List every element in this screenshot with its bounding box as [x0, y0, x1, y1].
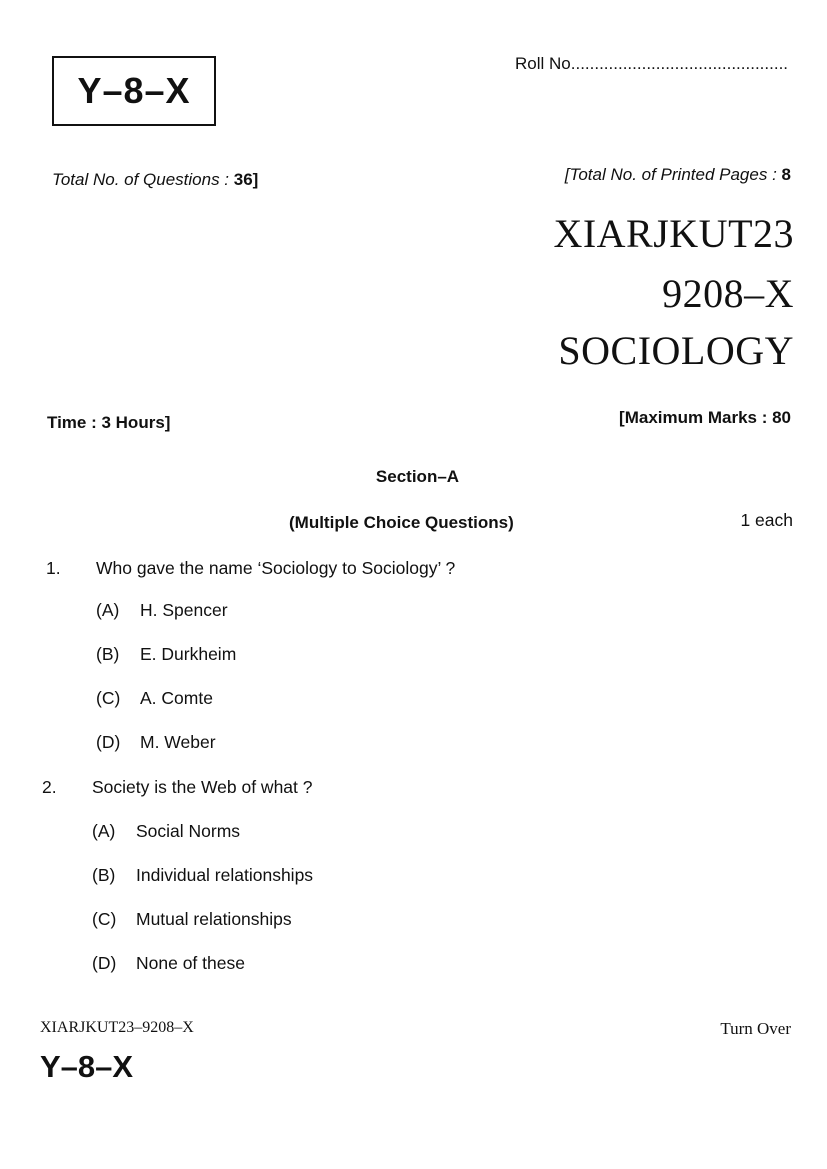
question-2-option-a: [92, 821, 240, 842]
footer-exam-code: XIARJKUT23–9208–X: [40, 1019, 194, 1036]
option-text: M. Weber: [140, 732, 216, 752]
roll-dots: ..............................................: [570, 54, 789, 73]
paper-code-text: Y–8–X: [77, 70, 191, 111]
question-2-option-b: [92, 865, 313, 886]
question-2: [42, 777, 313, 798]
question-1-option-d: [96, 732, 216, 753]
option-label: (C): [92, 909, 117, 929]
option-text: Social Norms: [136, 821, 241, 841]
option-text: None of these: [136, 953, 245, 973]
paper-number: 9208–X: [662, 271, 794, 316]
exam-code: XIARJKUT23: [553, 211, 794, 256]
paper-code-box: [52, 56, 216, 126]
option-text: Individual relationships: [136, 865, 314, 885]
question-1-option-a: [96, 600, 228, 621]
option-label: (C): [96, 688, 121, 708]
option-label: (A): [96, 600, 120, 620]
section-title: Section–A: [375, 467, 460, 486]
question-2-option-d: [92, 953, 245, 974]
total-questions-value: 36]: [233, 170, 259, 189]
total-questions: [52, 170, 258, 190]
time-label: Time : 3 Hours]: [47, 413, 171, 432]
question-1-option-c: [96, 688, 213, 709]
roll-number-field: [515, 54, 788, 74]
question-1: [46, 558, 455, 579]
option-label: (B): [92, 865, 116, 885]
printed-pages-label: [Total No. of Printed Pages :: [564, 165, 777, 184]
question-2-option-c: [92, 909, 292, 930]
marks-each: 1 each: [740, 510, 793, 530]
subject-title: SOCIOLOGY: [558, 328, 794, 373]
option-text: Mutual relationships: [136, 909, 292, 929]
turn-over-label: Turn Over: [720, 1019, 791, 1038]
question-number: 1.: [46, 558, 61, 578]
option-label: (D): [92, 953, 117, 973]
max-marks-label: [Maximum Marks : 80: [619, 408, 791, 427]
question-text: Society is the Web of what ?: [92, 777, 313, 797]
option-text: E. Durkheim: [140, 644, 237, 664]
question-1-option-b: [96, 644, 236, 665]
option-label: (D): [96, 732, 121, 752]
option-label: (B): [96, 644, 120, 664]
section-subtitle: (Multiple Choice Questions): [289, 513, 514, 532]
option-text: H. Spencer: [140, 600, 228, 620]
total-questions-label: Total No. of Questions :: [52, 170, 230, 189]
printed-pages-value: 8: [781, 165, 791, 184]
question-text: Who gave the name ‘Sociology to Sociology’ ?: [96, 558, 456, 578]
option-text: A. Comte: [140, 688, 213, 708]
footer-paper-code: Y–8–X: [40, 1049, 134, 1084]
option-label: (A): [92, 821, 116, 841]
question-number: 2.: [42, 777, 57, 797]
roll-label: Roll No: [515, 54, 571, 73]
printed-pages: [565, 165, 791, 185]
